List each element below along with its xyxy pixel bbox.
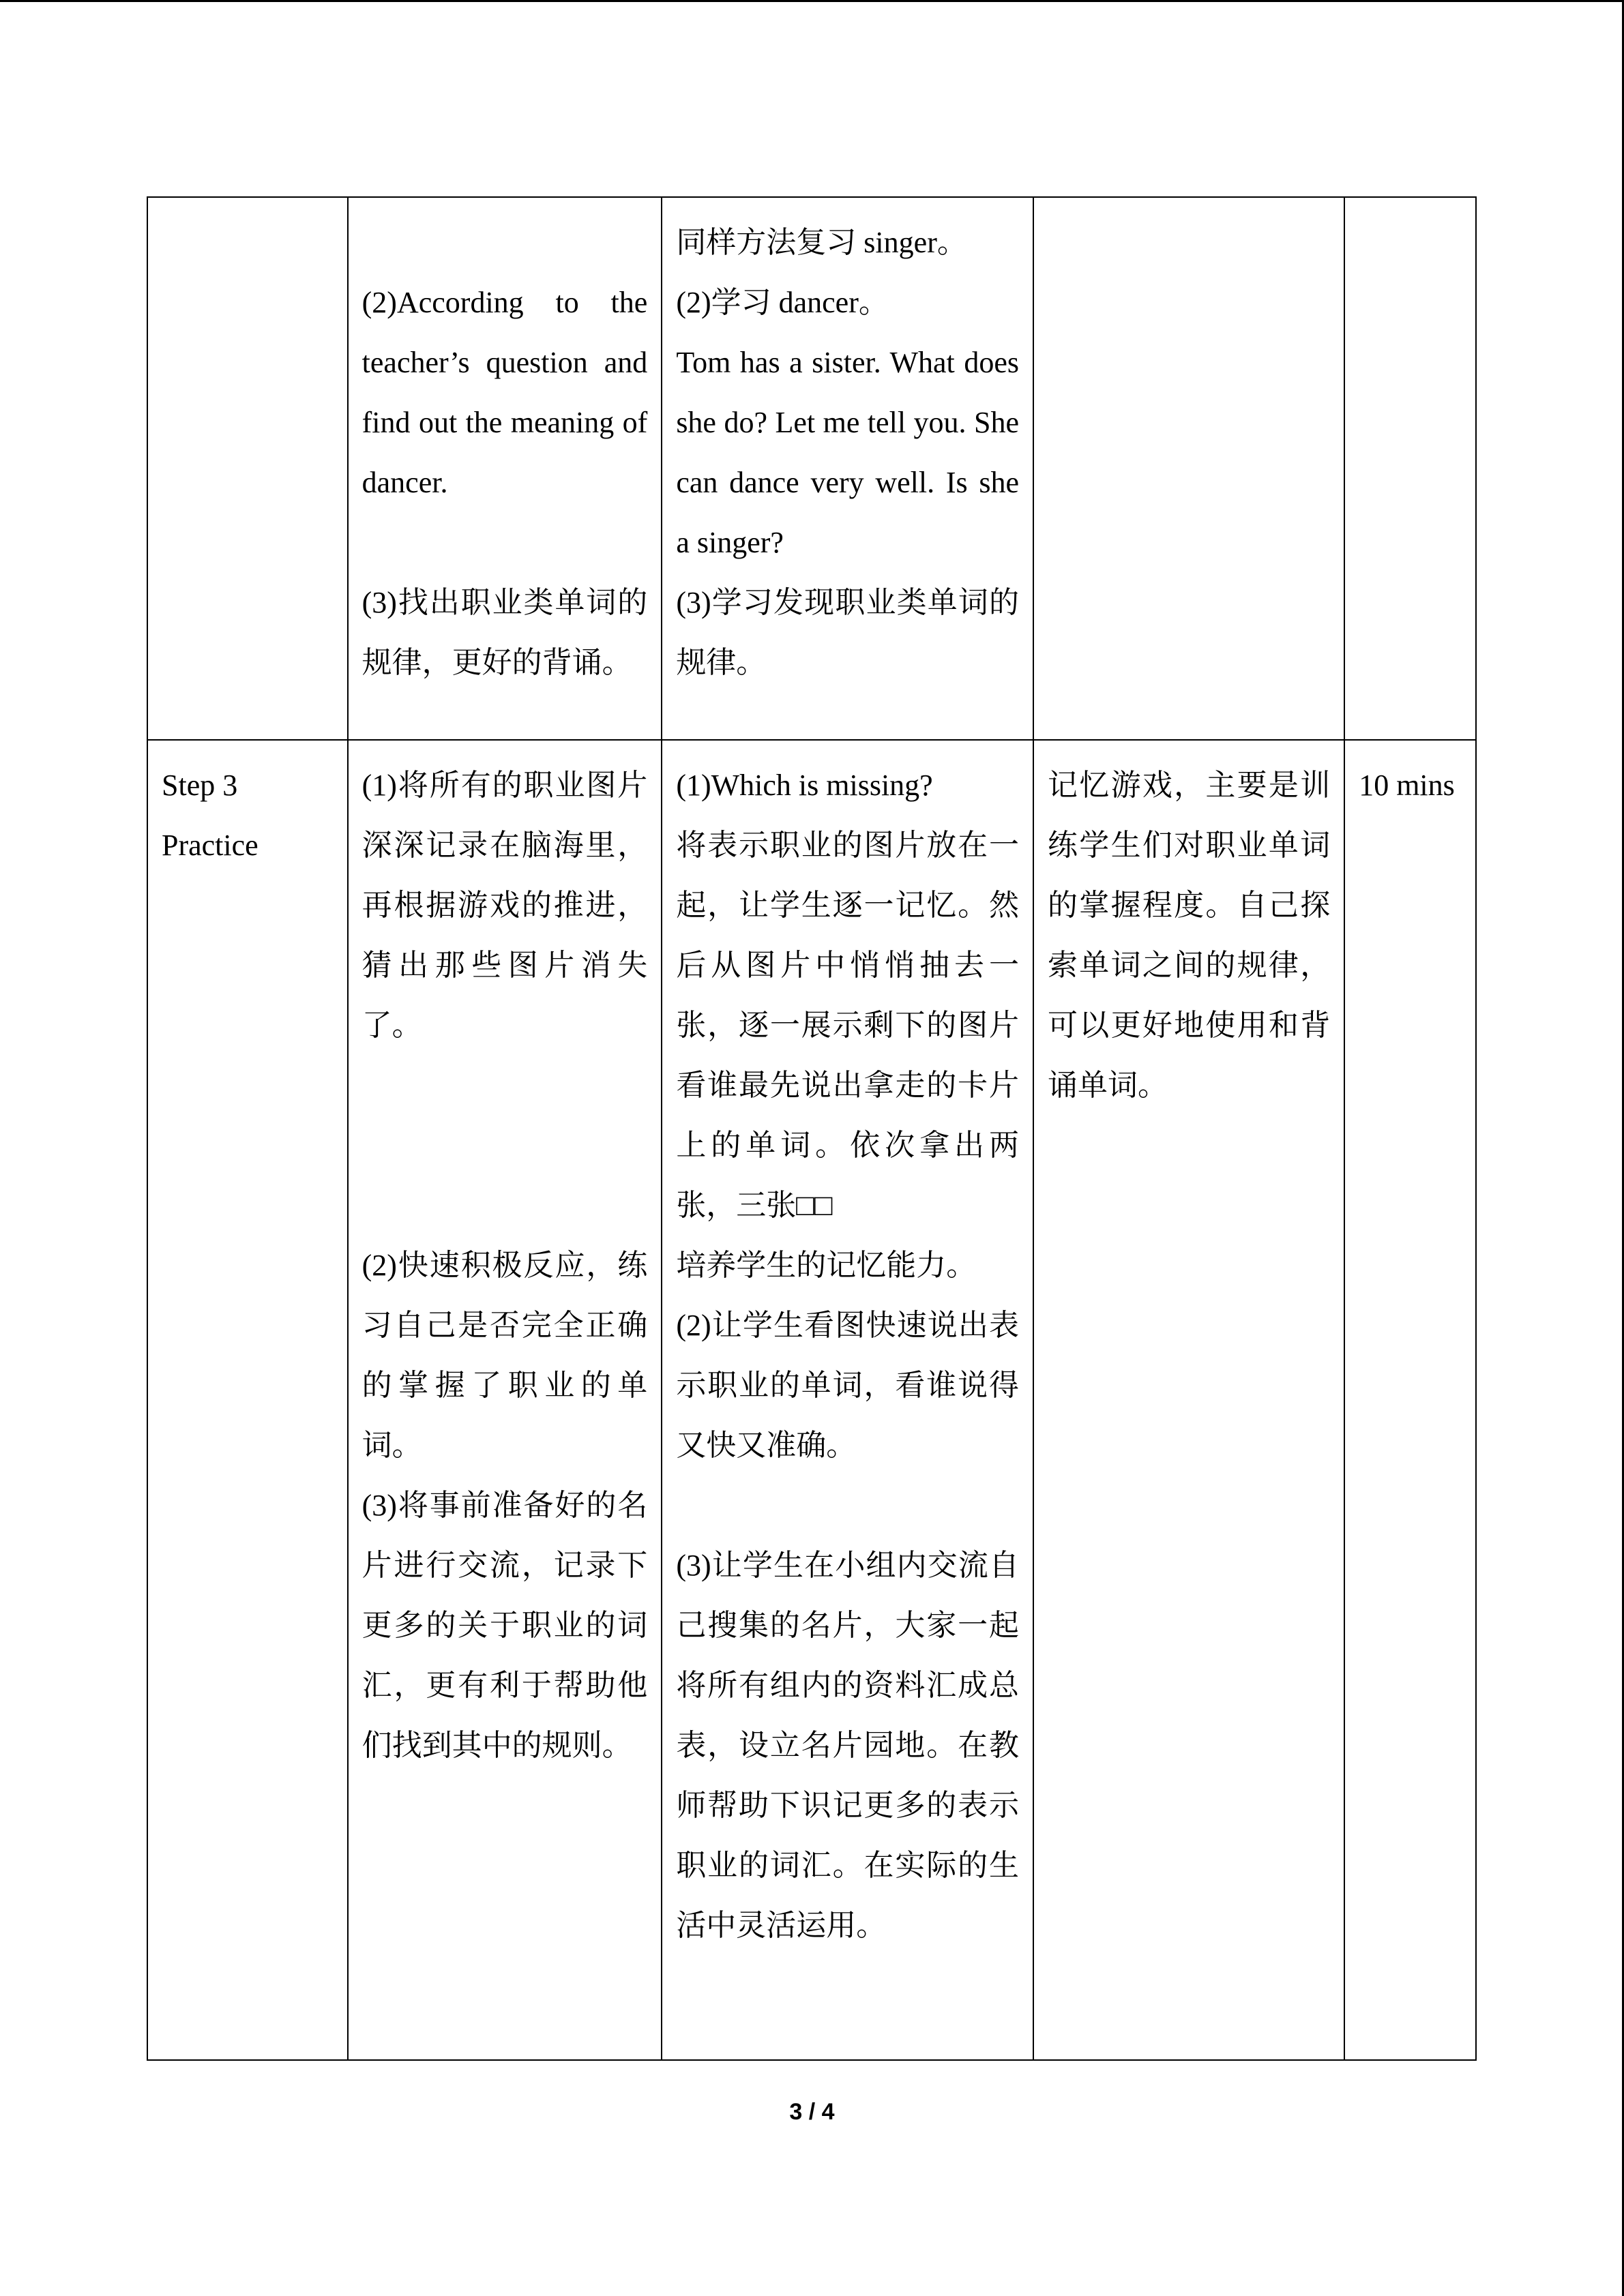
teacher-activity-text: (2)让学生看图快速说出表示职业的单词，看谁说得又快又准确。 xyxy=(676,1309,1020,1462)
time-cell xyxy=(1344,740,1476,2060)
page-top-border xyxy=(0,0,1624,2)
table-row xyxy=(147,197,1476,740)
teacher-activity-text: 同样方法复习 singer。 xyxy=(676,226,967,259)
teacher-activity-cell xyxy=(662,197,1033,740)
teacher-activity-text: (3)让学生在小组内交流自己搜集的名片，大家一起将所有组内的资料汇成总表，设立名片园地。在教师帮助下识记更多的表示职业的词汇。在实际的生活中灵活运用。 xyxy=(676,1549,1020,1942)
teacher-activity-text: (1)Which is missing? xyxy=(676,769,933,802)
student-activity-text: (3)找出职业类单词的规律，更好的背诵。 xyxy=(361,586,648,679)
student-activity-text: (2)According to the teacher’s question and find out the meaning of dancer. xyxy=(361,286,648,499)
teacher-activity-text: 将表示职业的图片放在一起，让学生逐一记忆。然后从图片中悄悄抽去一张，逐一展示剩下的图片看谁最先说出拿走的卡片上的单词。依次拿出两张，三张□□ xyxy=(676,829,1020,1222)
teacher-activity-text: 培养学生的记忆能力。 xyxy=(676,1249,977,1282)
purpose-text: 记忆游戏，主要是训练学生们对职业单词的掌握程度。自己探索单词之间的规律，可以更好地使用和背诵单词。 xyxy=(1048,769,1331,1102)
teacher-activity-text: (2)学习 dancer。 xyxy=(676,286,889,319)
student-activity-cell xyxy=(348,197,662,740)
time-text: 10 mins xyxy=(1359,769,1455,802)
student-activity-text: (3)将事前准备好的名片进行交流，记录下更多的关于职业的词汇，更有利于帮助他们找到其中的规则。 xyxy=(361,1489,648,1762)
teacher-activity-text: Tom has a sister. What does she do? Let me tell you. She can dance very well. Is she a singer? xyxy=(676,346,1020,559)
step-title: Practice xyxy=(162,829,259,862)
purpose-cell xyxy=(1033,197,1344,740)
purpose-cell xyxy=(1033,740,1344,2060)
time-cell xyxy=(1344,197,1476,740)
teacher-activity-text: (3)学习发现职业类单词的规律。 xyxy=(676,586,1020,679)
step-cell xyxy=(147,740,348,2060)
teacher-activity-cell xyxy=(662,740,1033,2060)
page-number: 3 / 4 xyxy=(789,2099,835,2125)
student-activity-text: (1)将所有的职业图片深深记录在脑海里，再根据游戏的推进，猜出那些图片消失了。 xyxy=(361,769,648,1042)
student-activity-text: (2)快速积极反应，练习自己是否完全正确的掌握了职业的单词。 xyxy=(361,1249,648,1462)
step-cell xyxy=(147,197,348,740)
table-row xyxy=(147,740,1476,2060)
lesson-plan-table xyxy=(147,196,1477,2061)
student-activity-cell xyxy=(348,740,662,2060)
step-label: Step 3 xyxy=(162,769,238,802)
